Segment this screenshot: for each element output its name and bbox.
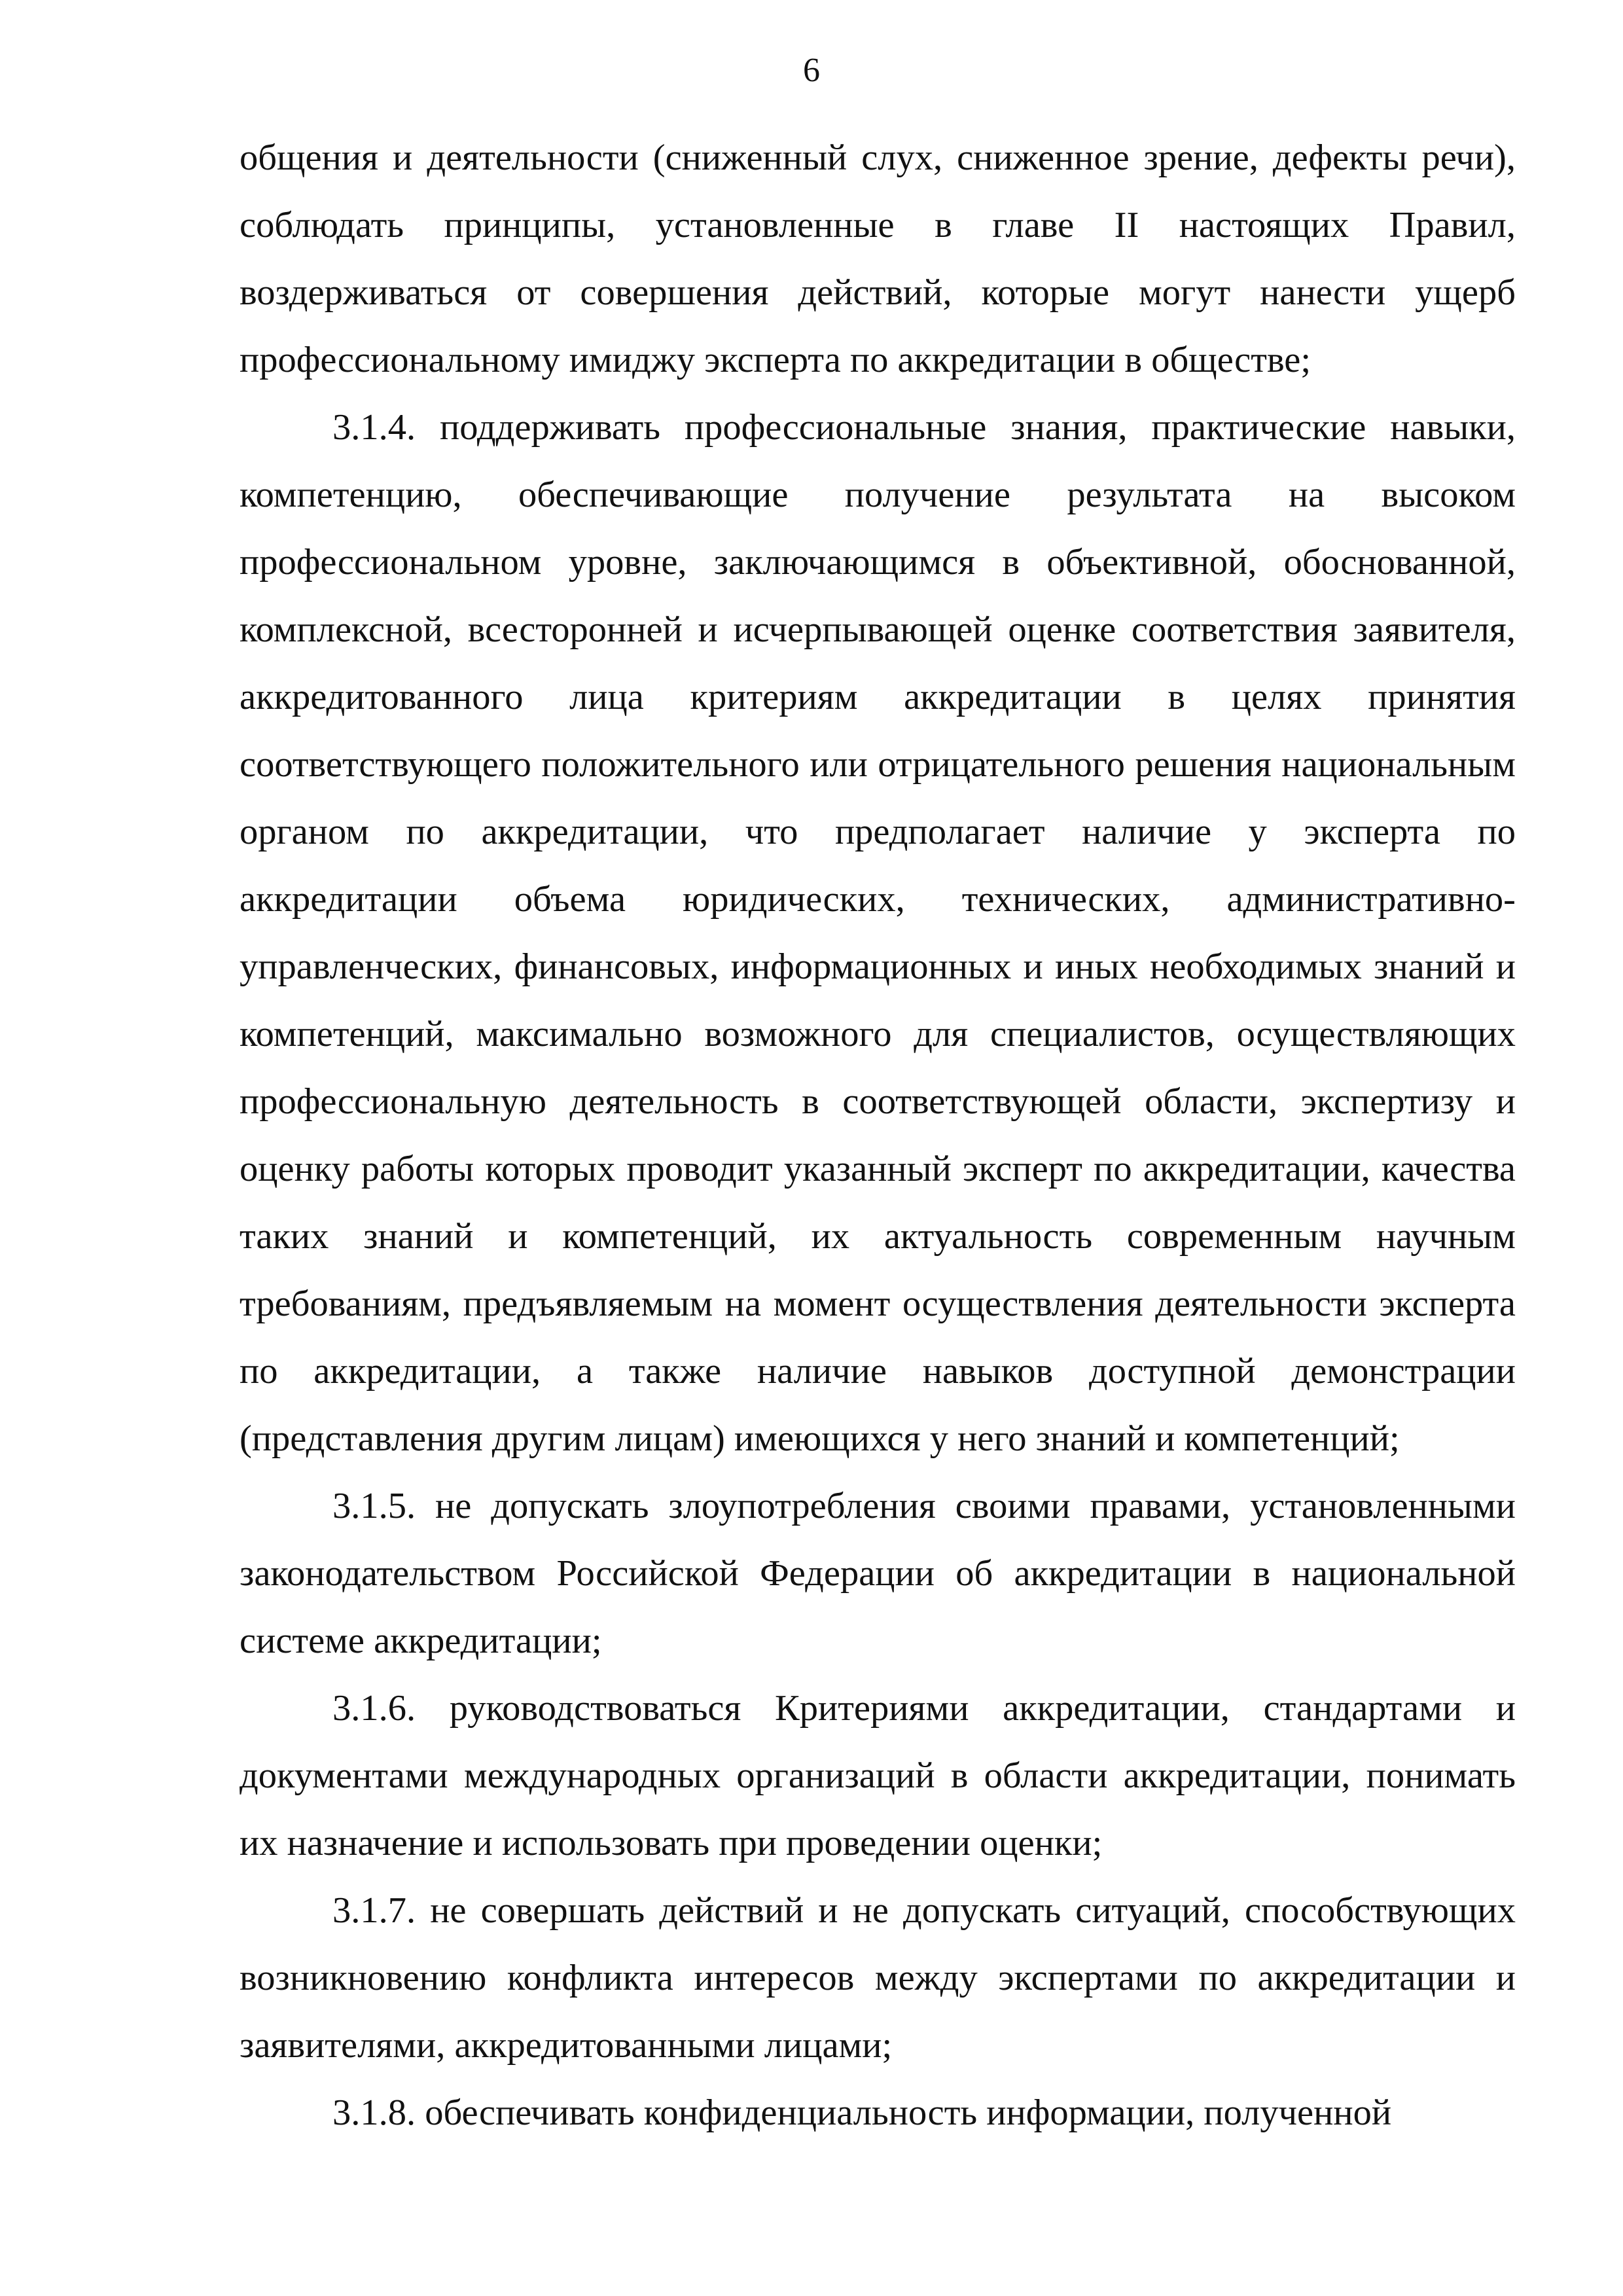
paragraph-3-1-5: 3.1.5. не допускать злоупотребления своими правами, установленными законодательством Российской Федерации об аккредитации в национальной системе аккредитации;: [240, 1486, 1516, 1661]
paragraph-3-1-4: 3.1.4. поддерживать профессиональные знания, практические навыки, компетенцию, обеспечивающие получение результата на высоком профессиональном уровне, заключающимся в объективной, обоснованной, комплексной, всесторонней и исчерпывающей оценке соответствия заявителя, аккредитованного лица критериям аккредитации в целях принятия соответствующего положительного или отрицательного решения национальным органом по аккредитации, что предполагает наличие у эксперта по аккредитации объема юридических, технических, административно-управленческих, финансовых, информационных и иных необходимых знаний и компетенций, максимально возможного для специалистов, осуществляющих профессиональную деятельность в соответствующей области, экспертизу и оценку работы которых проводит указанный эксперт по аккредитации, качества таких знаний и компетенций, их актуальность современным научным требованиям, предъявляемым на момент осуществления деятельности эксперта по аккредитации, а также наличие навыков доступной демонстрации (представления другим лицам) имеющихся у него знаний и компетенций;: [240, 407, 1516, 1459]
paragraph-3-1-8: 3.1.8. обеспечивать конфиденциальность информации, полученной: [332, 2092, 1392, 2133]
page-number: 6: [803, 52, 820, 89]
paragraph-3-1-6: 3.1.6. руководствоваться Критериями аккредитации, стандартами и документами международных организаций в области аккредитации, понимать их назначение и использовать при проведении оценки;: [240, 1688, 1516, 1863]
paragraph-3-1-7: 3.1.7. не совершать действий и не допускать ситуаций, способствующих возникновению конфликта интересов между экспертами по аккредитации и заявителями, аккредитованными лицами;: [240, 1890, 1516, 2066]
paragraph-continuation: общения и деятельности (сниженный слух, сниженное зрение, дефекты речи), соблюдать принципы, установленные в главе II настоящих Правил, воздерживаться от совершения действий, которые могут нанести ущерб профессиональному имиджу эксперта по аккредитации в обществе;: [240, 137, 1516, 380]
document-body: [240, 124, 1516, 2147]
